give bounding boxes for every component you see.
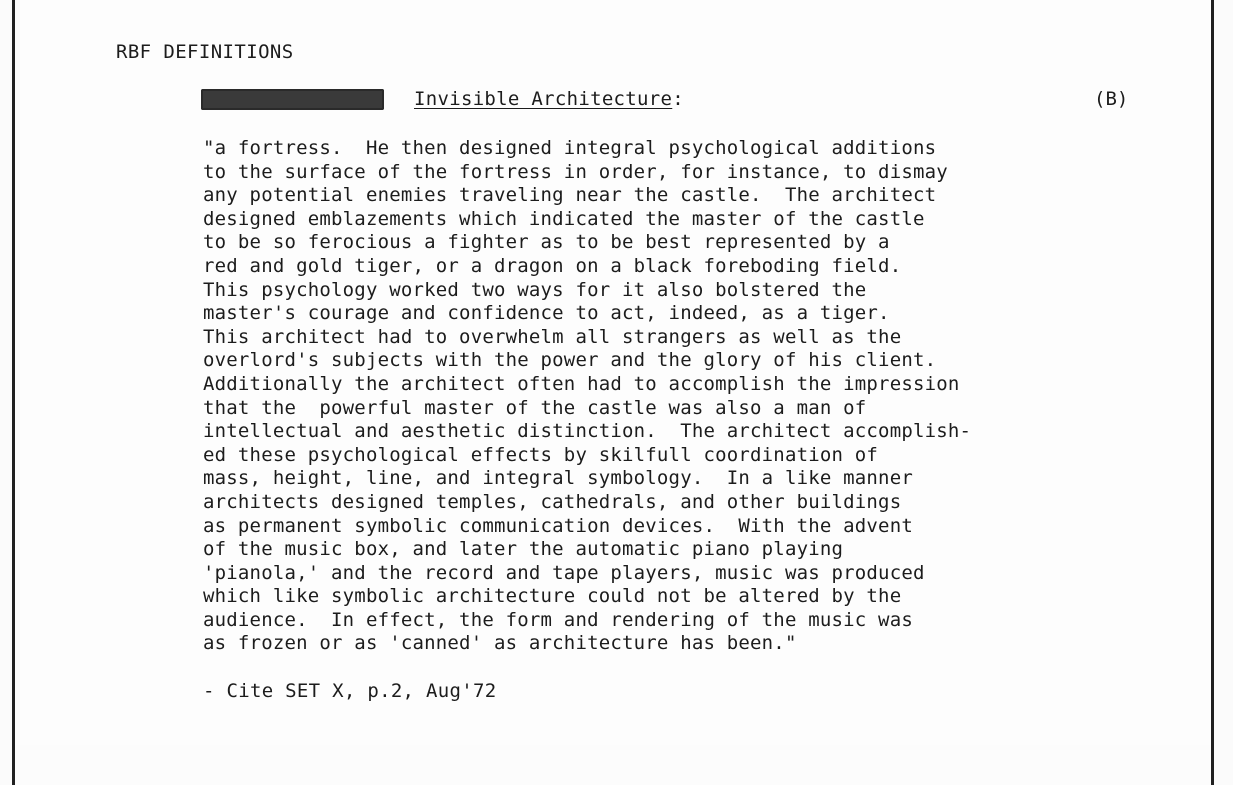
entry-title-text: Invisible Architecture [414, 88, 673, 110]
body-line: designed emblazements which indicated the master of the castle [203, 207, 925, 230]
body-line: to the surface of the fortress in order, for instance, to dismay [203, 160, 948, 183]
body-line: audience. In effect, the form and rendering of the music was [203, 608, 913, 631]
section-header: RBF DEFINITIONS [116, 41, 294, 63]
body-line: that the powerful master of the castle was also a man of [203, 396, 867, 419]
body-line: ed these psychological effects by skilfull coordination of [203, 443, 879, 466]
citation: - Cite SET X, p.2, Aug'72 [203, 680, 497, 702]
body-line: any potential enemies traveling near the castle. The architect [203, 184, 937, 207]
classification-mark: (B) [1094, 88, 1129, 110]
body-line: red and gold tiger, or a dragon on a black foreboding field. [203, 254, 902, 277]
body-line: which like symbolic architecture could not be altered by the [203, 585, 902, 608]
body-line: Additionally the architect often had to accomplish the impression [203, 372, 960, 395]
body-line: to be so ferocious a fighter as to be best represented by a [203, 231, 890, 254]
entry-title-colon: : [672, 88, 685, 110]
definition-body [203, 137, 1193, 656]
body-line: This psychology worked two ways for it also bolstered the [203, 278, 867, 301]
body-line: intellectual and aesthetic distinction. The architect accomplish- [203, 420, 972, 443]
body-line: "a fortress. He then designed integral psychological additions [203, 137, 937, 159]
body-line: overlord's subjects with the power and the glory of his client. [203, 349, 937, 372]
entry-title [414, 88, 684, 110]
body-line: mass, height, line, and integral symbology. In a like manner [203, 467, 913, 490]
redaction-bar [201, 89, 384, 110]
body-line: 'pianola,' and the record and tape players, music was produced [203, 561, 925, 584]
body-line: architects designed temples, cathedrals, and other buildings [203, 490, 902, 513]
body-line: as permanent symbolic communication devices. With the advent [203, 514, 913, 537]
body-line: as frozen or as 'canned' as architecture has been." [203, 632, 797, 655]
body-line: This architect had to overwhelm all strangers as well as the [203, 325, 902, 348]
body-line: of the music box, and later the automatic piano playing [203, 538, 844, 561]
body-line: master's courage and confidence to act, indeed, as a tiger. [203, 302, 890, 325]
next-page-edge [12, 745, 1214, 785]
